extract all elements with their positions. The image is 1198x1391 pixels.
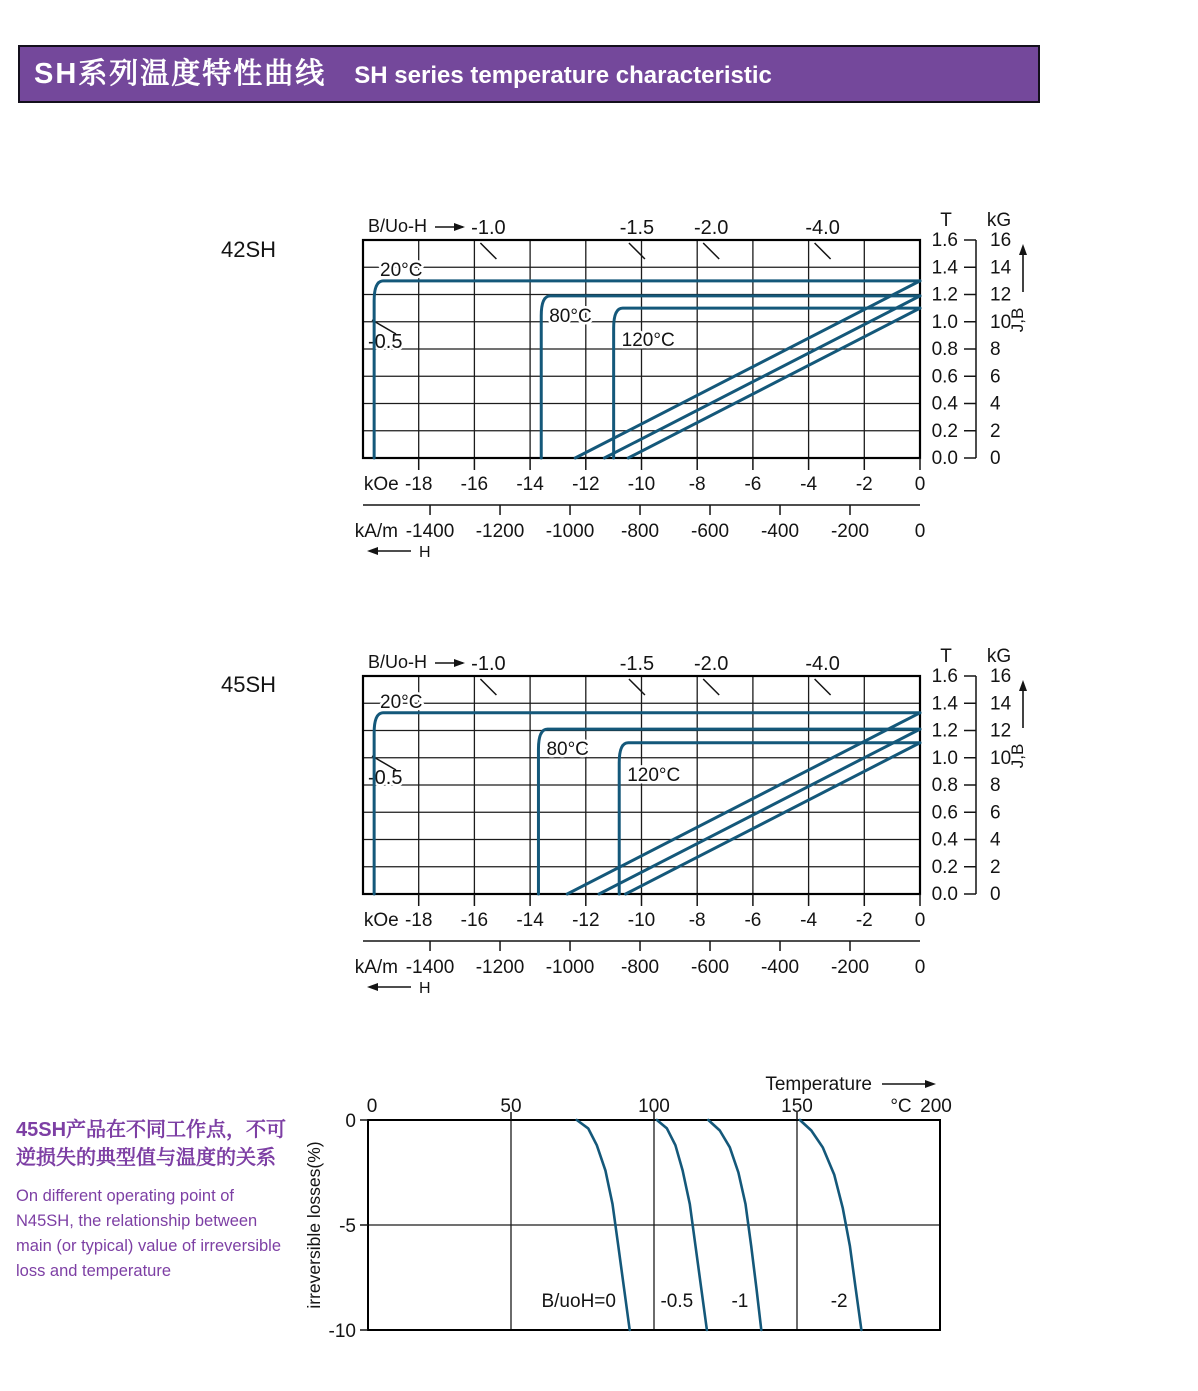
y-tick-label-t: 1.0	[931, 311, 958, 333]
y-axis-unit-t: T	[940, 646, 952, 667]
y-tick-label-kg: 16	[990, 230, 1012, 251]
loss-curve-label: B/uoH=0	[541, 1291, 616, 1312]
note-en-line: On different operating point of	[16, 1187, 235, 1205]
y-tick-label-kg: 4	[990, 393, 1001, 415]
y-axis	[304, 1111, 368, 1342]
curve-label-120c: 120°C	[627, 764, 681, 786]
x-tick-label: -14	[516, 910, 544, 931]
y-tick-label-kg: 8	[990, 339, 1001, 360]
irreversible-loss-chart	[280, 1060, 980, 1360]
y-tick-label-kg: 10	[990, 311, 1012, 333]
x-axis-unit-kam: kA/m	[354, 957, 398, 978]
demag-chart-42sh	[280, 196, 1080, 562]
curves	[374, 281, 920, 458]
load-line-arrowhead-icon	[454, 223, 465, 231]
load-line-label: -1.0	[471, 217, 506, 239]
x-tick-label: -10	[627, 474, 656, 495]
x-axis-kam	[355, 505, 926, 542]
load-line-markers	[368, 653, 840, 789]
x-axis-unit-kam: kA/m	[354, 521, 398, 542]
y-tick-label-t: 0.4	[931, 393, 958, 415]
y-axis-right	[932, 646, 1012, 905]
x-axis-title: Temperature	[765, 1074, 872, 1095]
x-tick-label: 200	[920, 1096, 952, 1117]
kam-tick-label: -400	[760, 957, 800, 978]
y-tick-label-t: 0.0	[931, 448, 958, 469]
x-tick-label: 50	[500, 1096, 522, 1117]
x-tick-label: -16	[460, 474, 489, 495]
kam-tick-label: -600	[691, 521, 730, 542]
kam-tick-label: 0	[914, 957, 926, 978]
x-tick-label: -14	[516, 474, 544, 495]
y-tick-label-t: 0.8	[931, 775, 958, 796]
load-line-slash	[815, 243, 831, 259]
x-tick-label: -2	[855, 474, 873, 495]
kam-tick-label: -1000	[545, 957, 595, 978]
x-axis-kam	[355, 941, 926, 978]
x-axis	[367, 1074, 952, 1120]
curve-label-80c: 80°C	[549, 305, 592, 327]
y-tick-label-t: 0.2	[931, 420, 958, 442]
page-title-english: SH series temperature characteristic	[354, 62, 772, 89]
y-tick-label-t: 1.4	[931, 693, 958, 715]
x-tick-label: 150	[781, 1096, 813, 1117]
y-tick-label-t: 0.6	[931, 802, 958, 824]
kam-tick-label: -800	[621, 957, 660, 978]
note-block	[16, 1116, 316, 1284]
note-en-line: main (or typical) value of irreversible	[16, 1237, 282, 1255]
y-axis-unit-t: T	[940, 210, 952, 231]
x-tick-label: -12	[572, 910, 600, 931]
y-tick-label-kg: 12	[990, 720, 1012, 742]
jb-arrowhead-icon	[1019, 244, 1027, 255]
y-tick-label: -10	[328, 1321, 356, 1342]
note-en-line: N45SH, the relationship between	[16, 1212, 258, 1230]
load-line-label: -4.0	[805, 653, 840, 675]
x-axis-unit: °C	[890, 1096, 912, 1117]
kam-tick-label: -1400	[405, 957, 455, 978]
b-curve	[599, 729, 920, 894]
y-tick-label-t: 1.0	[931, 747, 958, 769]
x-tick-label: -2	[855, 910, 873, 931]
curve-label-20c: 20°C	[380, 691, 423, 713]
loss-curve-label: -0.5	[660, 1291, 694, 1312]
temperature-arrowhead-icon	[925, 1080, 936, 1088]
x-tick-label: -8	[688, 910, 706, 931]
curve-label-80c: 80°C	[546, 739, 589, 761]
jb-arrowhead-icon	[1019, 680, 1027, 691]
load-line-label: -1.0	[471, 653, 506, 675]
y-tick-label-t: 0.0	[931, 884, 958, 905]
load-line-label: -1.5	[619, 653, 655, 675]
load-line-label: -1.5	[619, 217, 655, 239]
kam-tick-label: -1200	[475, 957, 525, 978]
kam-tick-label: -800	[621, 521, 660, 542]
x-tick-label: 100	[638, 1096, 670, 1117]
x-axis-unit-koe: kOe	[363, 910, 399, 931]
y-axis-unit-kg: kG	[986, 646, 1012, 667]
note-zh-line: 45SH产品在不同工作点，不可	[16, 1119, 287, 1141]
x-tick-label: -8	[688, 474, 706, 495]
page-header	[18, 45, 1040, 103]
x-axis-koe	[364, 894, 925, 931]
kam-tick-label: -600	[691, 957, 730, 978]
y-tick-label-kg: 8	[990, 775, 1001, 796]
y-tick-label-t: 1.4	[931, 257, 958, 279]
y-axis-right	[932, 210, 1012, 469]
x-tick-label: -4	[800, 474, 818, 495]
y-tick-label-t: 1.2	[931, 720, 958, 742]
kam-tick-label: -1400	[405, 521, 455, 542]
load-line-label: -2.0	[693, 217, 729, 239]
y-tick-label-kg: 6	[990, 366, 1001, 388]
y-tick-label-kg: 12	[990, 284, 1012, 306]
y-tick-label-kg: 6	[990, 802, 1001, 824]
x-tick-label: 0	[914, 474, 926, 495]
y-tick-label: 0	[345, 1111, 356, 1132]
load-line-slash	[480, 679, 496, 695]
curve-labels	[541, 1291, 847, 1312]
h-arrowhead-icon	[367, 547, 378, 555]
y-tick-label-kg: 0	[990, 884, 1001, 905]
x-tick-label: -16	[460, 910, 489, 931]
loss-curve-label: -2	[830, 1291, 848, 1312]
y-tick-label-kg: 10	[990, 747, 1012, 769]
load-line-header	[368, 652, 465, 672]
h-arrowhead-icon	[367, 983, 378, 991]
x-axis-koe	[364, 458, 925, 495]
load-line-slash	[629, 679, 645, 695]
y-tick-label-kg: 2	[990, 420, 1001, 442]
y-tick-label-t: 0.2	[931, 856, 958, 878]
kam-tick-label: -1200	[475, 521, 525, 542]
x-tick-label: 0	[366, 1096, 378, 1117]
load-line-family-label: B/Uo-H	[368, 652, 428, 672]
y-tick-label-t: 1.2	[931, 284, 958, 306]
loss-curve-label: -1	[731, 1291, 749, 1312]
y-tick-label-t: 0.8	[931, 339, 958, 360]
load-line-label: -0.5	[368, 767, 403, 789]
kam-tick-label: -400	[760, 521, 800, 542]
h-direction	[367, 980, 431, 997]
h-axis-label: H	[419, 980, 431, 997]
kam-tick-label: -1000	[545, 521, 595, 542]
y-tick-label-kg: 2	[990, 856, 1001, 878]
y-tick-label-kg: 14	[990, 693, 1012, 715]
page-title-chinese: SH系列温度特性曲线	[34, 58, 327, 90]
load-line-family-label: B/Uo-H	[368, 216, 428, 236]
x-tick-label: -4	[800, 910, 818, 931]
h-direction	[367, 544, 431, 561]
grid	[368, 1120, 940, 1330]
x-tick-label: -12	[572, 474, 600, 495]
load-line-markers	[368, 217, 840, 353]
note-en-block	[16, 1184, 316, 1284]
y-tick-label-kg: 16	[990, 666, 1012, 687]
load-line-label: -0.5	[368, 331, 403, 353]
y-tick-label-t: 1.6	[931, 230, 958, 251]
demag-chart-45sh	[280, 632, 1080, 998]
x-tick-label: -10	[627, 910, 656, 931]
jb-axis-label: J,B	[1008, 743, 1027, 769]
y-axis-title: irreversible losses(%)	[304, 1141, 324, 1309]
load-line-slash	[480, 243, 496, 259]
x-tick-label: 0	[914, 910, 926, 931]
curve-label-20c: 20°C	[380, 259, 423, 281]
chart-title-42sh: 42SH	[221, 237, 277, 262]
load-line-arrowhead-icon	[454, 659, 465, 667]
y-tick-label-kg: 14	[990, 257, 1012, 279]
y-axis-unit-kg: kG	[986, 210, 1012, 231]
b-curve	[604, 296, 920, 458]
kam-tick-label: -200	[830, 957, 870, 978]
note-en-line: loss and temperature	[16, 1262, 172, 1280]
y-tick-label-t: 1.6	[931, 666, 958, 687]
load-line-label: -4.0	[805, 217, 840, 239]
y-tick-label-kg: 0	[990, 448, 1001, 469]
curve-label-120c: 120°C	[621, 330, 675, 352]
x-tick-label: -6	[744, 474, 762, 495]
load-line-header	[368, 216, 465, 236]
note-zh-line: 逆损失的典型值与温度的关系	[16, 1147, 276, 1169]
load-line-slash	[703, 679, 719, 695]
x-axis-unit-koe: kOe	[363, 474, 399, 495]
load-line-label: -2.0	[693, 653, 729, 675]
y-tick-label-kg: 4	[990, 829, 1001, 851]
x-tick-label: -6	[744, 910, 762, 931]
kam-tick-label: -200	[830, 521, 870, 542]
y-tick-label: -5	[339, 1216, 356, 1237]
h-axis-label: H	[419, 544, 431, 561]
chart-title-45sh: 45SH	[221, 672, 277, 697]
kam-tick-label: 0	[914, 521, 926, 542]
y-tick-label-t: 0.6	[931, 366, 958, 388]
y-tick-label-t: 0.4	[931, 829, 958, 851]
x-tick-label: -18	[404, 474, 433, 495]
jb-axis-label: J,B	[1008, 307, 1027, 333]
load-line-slash	[629, 243, 645, 259]
curve-labels	[380, 260, 675, 351]
x-tick-label: -18	[404, 910, 433, 931]
load-line-slash	[815, 679, 831, 695]
load-line-slash	[703, 243, 719, 259]
